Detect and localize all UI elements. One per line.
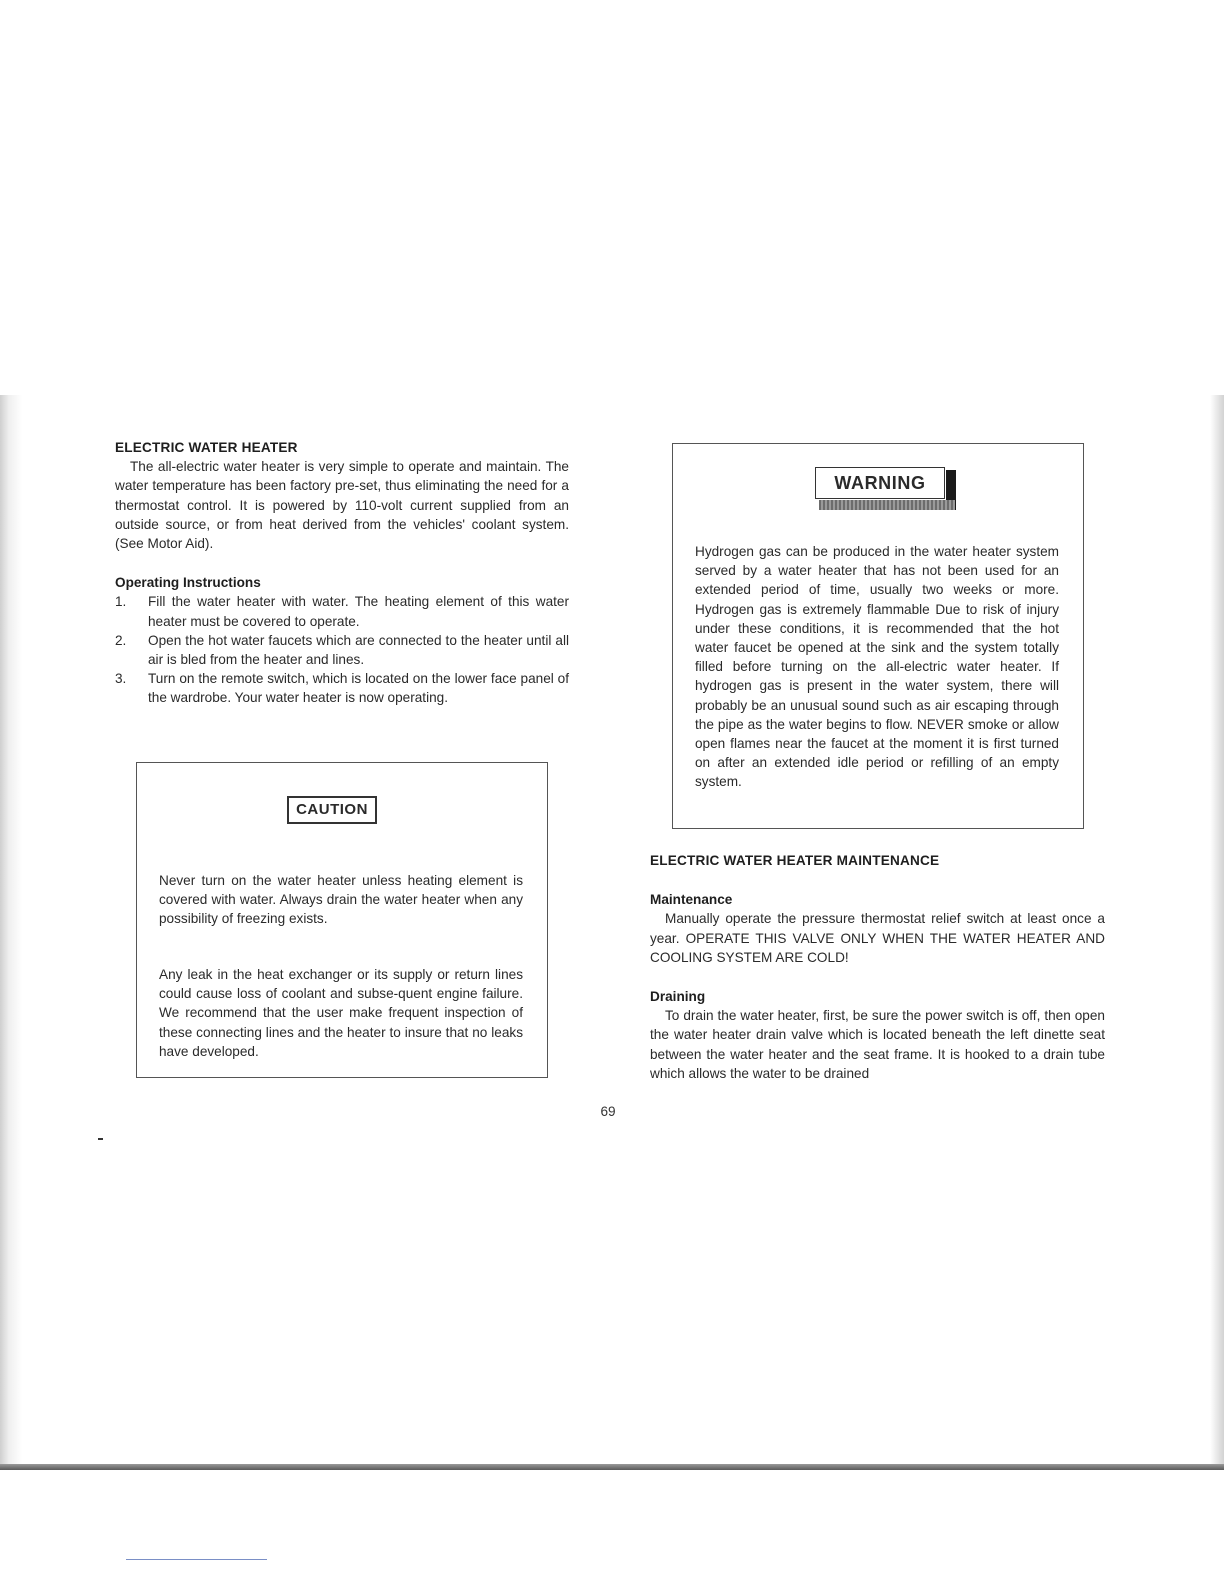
step-text: Turn on the remote switch, which is located on the lower face panel of the wardrobe. Your water heater is now operating. bbox=[148, 671, 569, 706]
list-item bbox=[115, 631, 569, 669]
warning-paragraph: Hydrogen gas can be produced in the water heater system served by a water heater that has not been used for an extended period of time, usually two weeks or more. Hydrogen gas is extremely flammable Due to risk of injury under these conditions, it is recommended that the hot water faucet be opened at the sink and the system totally filled before turning on the all-electric water heater. If hydrogen gas is present in the water system, there will probably be an unusual sound such as air escaping through the pipe as the water begins to flow. NEVER smoke or allow open flames near the faucet at the moment it is first turned on after an extended idle period or refilling of an empty system. bbox=[695, 544, 1059, 790]
section-heading-electric-water-heater: ELECTRIC WATER HEATER bbox=[115, 440, 298, 455]
list-item bbox=[115, 592, 569, 630]
caution-box bbox=[136, 762, 548, 1078]
maintenance-heading: Maintenance bbox=[650, 892, 733, 908]
page-edge-bottom bbox=[0, 1464, 1224, 1470]
section-heading-maintenance: ELECTRIC WATER HEATER MAINTENANCE bbox=[650, 853, 940, 868]
warning-label bbox=[815, 467, 943, 513]
step-number: 1. bbox=[115, 594, 127, 610]
list-item bbox=[115, 669, 569, 707]
warning-label-shadow-bottom bbox=[819, 500, 955, 510]
left-column bbox=[115, 438, 569, 708]
step-number: 2. bbox=[115, 632, 127, 648]
intro-paragraph: The all-electric water heater is very simple to operate and maintain. The water temperature has been factory pre-set, thus eliminating the need for a thermostat control. It is powered by 110-volt current supplied from an outside source, or from heat derived from the vehicles' coolant system. (See Motor Aid). bbox=[115, 459, 569, 552]
draining-heading: Draining bbox=[650, 989, 706, 1005]
footer-rule bbox=[126, 1559, 267, 1560]
step-text: Open the hot water faucets which are connected to the heater until all air is bled from the heater and lines. bbox=[148, 632, 569, 668]
step-text: Fill the water heater with water. The heating element of this water heater must be covered to operate. bbox=[148, 594, 569, 629]
operating-instructions-heading: Operating Instructions bbox=[115, 575, 261, 591]
draining-paragraph: To drain the water heater, first, be sure the power switch is off, then open the water heater drain valve which is located beneath the left dinette seat between the water heater and the seat frame. It is hooked to a drain tube which allows the water to be drained bbox=[650, 1008, 1105, 1081]
warning-label-text: WARNING bbox=[815, 467, 945, 499]
warning-box bbox=[672, 443, 1084, 829]
caution-paragraph-2: Any leak in the heat exchanger or its supply or return lines could cause loss of coolant and subse-quent engine failure. We recommend that the user make frequent inspection of these connecting lines and the heater to insure that no leaks have developed. bbox=[159, 967, 523, 1059]
page-edge-right bbox=[1210, 395, 1224, 1470]
right-column bbox=[650, 851, 1105, 1083]
scan-mark bbox=[98, 1138, 103, 1140]
caution-paragraph-1: Never turn on the water heater unless heating element is covered with water. Always drain the water heater when any possibility of freezing exists. bbox=[159, 873, 523, 927]
page-edge-left bbox=[0, 395, 22, 1470]
operating-steps-list bbox=[115, 592, 569, 707]
step-number: 3. bbox=[115, 671, 127, 687]
page-number: 69 bbox=[600, 1104, 616, 1119]
caution-label: CAUTION bbox=[287, 796, 377, 824]
maintenance-paragraph: Manually operate the pressure thermostat relief switch at least once a year. OPERATE THIS VALVE ONLY WHEN THE WATER HEATER AND COOLING SYSTEM ARE COLD! bbox=[650, 911, 1105, 965]
